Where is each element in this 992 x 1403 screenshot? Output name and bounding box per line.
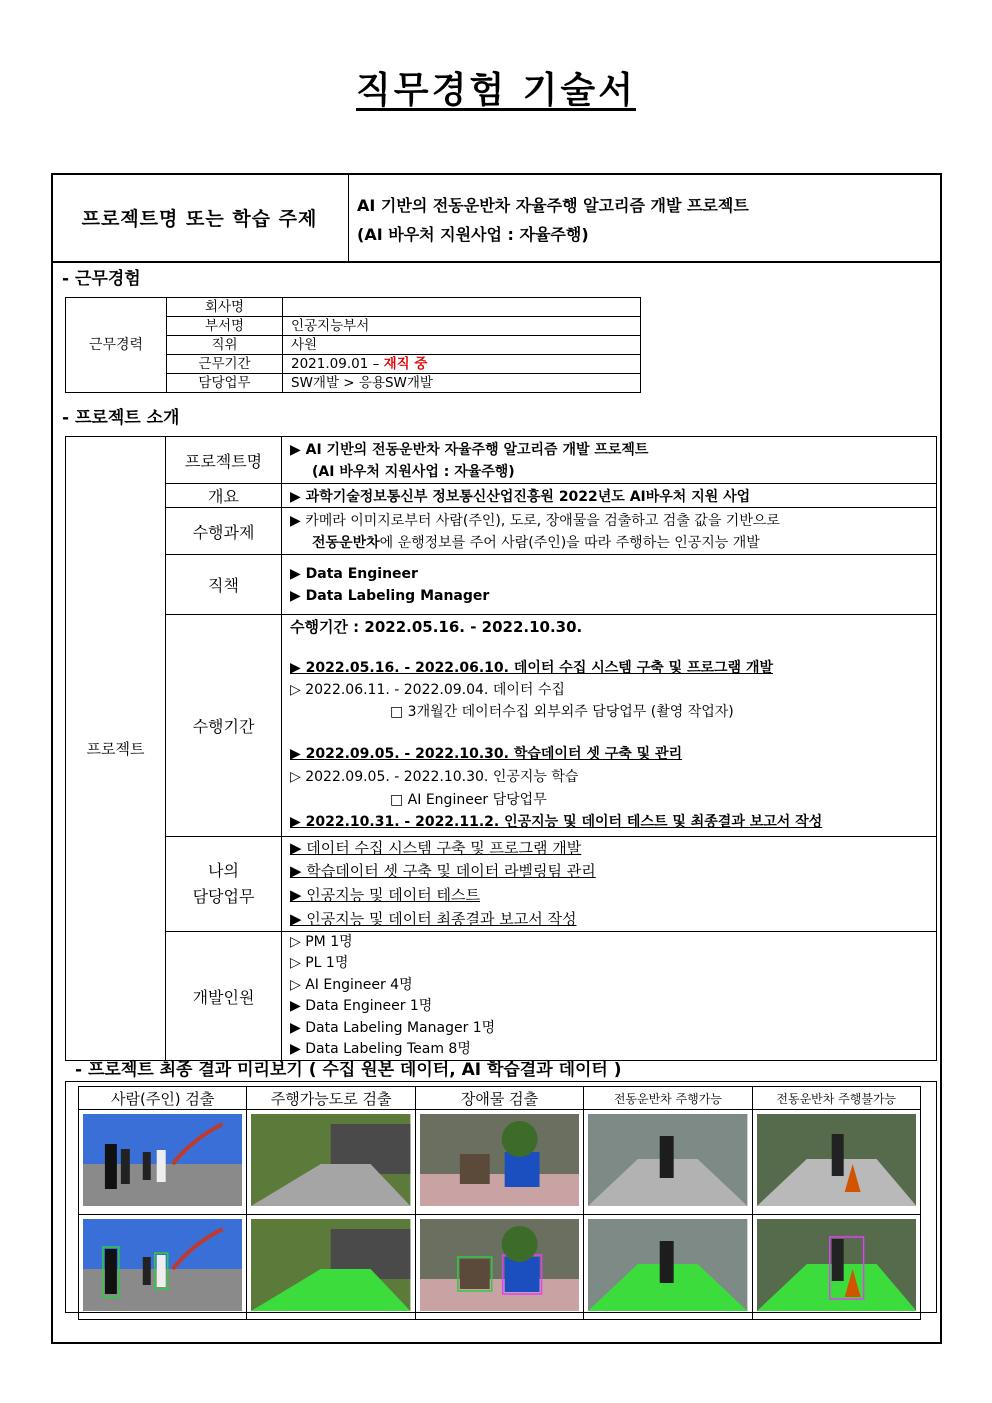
staff-label: 개발인원 — [166, 932, 282, 1061]
work-label-company: 회사명 — [167, 298, 283, 317]
preview-table — [78, 1086, 921, 1320]
photo-drivable-raw — [584, 1110, 752, 1215]
staff-item-6: ▶ Data Labeling Team 8명 — [290, 1041, 471, 1057]
work-value-duty: SW개발 > 응용SW개발 — [283, 374, 641, 393]
photo-not-drivable-result — [752, 1215, 920, 1320]
task-cell — [282, 508, 937, 555]
period-phase-5: ▶ 2022.10.31. - 2022.11.2. 인공지능 및 데이터 테스트 및 최종결과 보고서 작성 — [290, 814, 823, 830]
photo-drivable-result — [584, 1215, 752, 1320]
preview-col-not-drivable: 전동운반차 주행불가능 — [752, 1087, 920, 1110]
period-phase-2: ▷ 2022.06.11. - 2022.09.04. 데이터 수집 — [290, 682, 565, 698]
staff-item-1: ▷ PM 1명 — [290, 934, 353, 950]
work-value-dept: 인공지능부서 — [283, 317, 641, 336]
duty-item-1: ▶ 데이터 수집 시스템 구축 및 프로그램 개발 — [290, 839, 582, 857]
page-title: 직무경험 기술서 — [356, 70, 636, 111]
project-section-title: - 프로젝트 소개 — [62, 408, 180, 428]
work-status-badge: 재직 중 — [383, 356, 428, 372]
work-section-title: - 근무경험 — [62, 269, 141, 289]
role-label: 직책 — [166, 555, 282, 615]
task-text-1: ▶ 카메라 이미지로부터 사람(주인), 도로, 장애물을 검출하고 검출 값을 기반으로 — [290, 513, 780, 529]
staff-item-2: ▷ PL 1명 — [290, 955, 349, 971]
photo-obstacle-result — [415, 1215, 583, 1320]
duty-label-2: 담당업무 — [192, 887, 255, 906]
project-header-name — [357, 191, 749, 249]
work-value-position: 사원 — [283, 336, 641, 355]
period-phase-4: ▷ 2022.09.05. - 2022.10.30. 인공지능 학습 — [290, 769, 579, 785]
duty-label — [166, 837, 282, 932]
preview-col-person: 사람(주인) 검출 — [79, 1087, 247, 1110]
photo-obstacle-raw — [415, 1110, 583, 1215]
work-value-company — [283, 298, 641, 317]
project-header-label: 프로젝트명 또는 학습 주제 — [51, 173, 349, 261]
task-text-2-rest: 에 운행정보를 주어 사람(주인)을 따라 주행하는 인공지능 개발 — [379, 535, 760, 551]
work-label-period: 근무기간 — [167, 355, 283, 374]
period-label: 수행기간 — [166, 615, 282, 837]
duty-item-2: ▶ 학습데이터 셋 구축 및 데이터 라벨링팀 관리 — [290, 862, 596, 880]
staff-item-4: ▶ Data Engineer 1명 — [290, 998, 433, 1014]
preview-section-title: - 프로젝트 최종 결과 미리보기 ( 수집 원본 데이터, AI 학습결과 데이터 ) — [75, 1060, 622, 1080]
photo-road-raw — [247, 1110, 415, 1215]
role-item-1: ▶ Data Engineer — [290, 565, 418, 582]
project-name-text-1: ▶ AI 기반의 전동운반차 자율주행 알고리즘 개발 프로젝트 — [290, 442, 649, 458]
period-phase-1: ▶ 2022.05.16. - 2022.06.10. 데이터 수집 시스템 구축 및 프로그램 개발 — [290, 660, 773, 676]
photo-person-raw — [79, 1110, 247, 1215]
period-phase-4-note: □ AI Engineer 담당업무 — [390, 792, 547, 808]
work-group-label: 근무경력 — [66, 298, 167, 393]
overview-text: ▶ 과학기술정보통신부 정보통신산업진흥원 2022년도 AI바우처 지원 사업 — [282, 484, 937, 508]
preview-col-obstacle: 장애물 검출 — [415, 1087, 583, 1110]
overview-label: 개요 — [166, 484, 282, 508]
staff-item-5: ▶ Data Labeling Manager 1명 — [290, 1020, 496, 1036]
period-cell — [282, 615, 937, 837]
duty-item-4: ▶ 인공지능 및 데이터 최종결과 보고서 작성 — [290, 910, 577, 928]
duty-cell — [282, 837, 937, 932]
project-group-label: 프로젝트 — [66, 437, 166, 1061]
role-cell — [282, 555, 937, 615]
project-header — [51, 173, 942, 263]
project-name-line1: AI 기반의 전동운반차 자율주행 알고리즘 개발 프로젝트 — [357, 196, 749, 215]
project-name-text-2: (AI 바우처 지원사업 : 자율주행) — [312, 464, 515, 480]
preview-col-drivable: 전동운반차 주행가능 — [584, 1087, 752, 1110]
photo-person-result — [79, 1215, 247, 1320]
task-label: 수행과제 — [166, 508, 282, 555]
work-label-position: 직위 — [167, 336, 283, 355]
duty-item-3: ▶ 인공지능 및 데이터 테스트 — [290, 886, 480, 904]
period-phase-3: ▶ 2022.09.05. - 2022.10.30. 학습데이터 셋 구축 및 관리 — [290, 746, 683, 762]
project-name-line2: (AI 바우처 지원사업 : 자율주행) — [357, 225, 589, 244]
work-value-period — [283, 355, 641, 374]
photo-not-drivable-raw — [752, 1110, 920, 1215]
duty-label-1: 나의 — [208, 861, 239, 880]
preview-col-road: 주행가능도로 검출 — [247, 1087, 415, 1110]
period-phase-2-note: □ 3개월간 데이터수집 외부외주 담당업무 (촬영 작업자) — [390, 704, 734, 720]
work-period-start: 2021.09.01 – — [291, 356, 380, 372]
project-name-label: 프로젝트명 — [166, 437, 282, 484]
project-name-cell — [282, 437, 937, 484]
project-table — [65, 436, 937, 1061]
work-table — [65, 297, 641, 393]
role-item-2: ▶ Data Labeling Manager — [290, 587, 490, 604]
work-label-dept: 부서명 — [167, 317, 283, 336]
period-summary: 수행기간 : 2022.05.16. - 2022.10.30. — [290, 618, 583, 636]
photo-road-result — [247, 1215, 415, 1320]
work-label-duty: 담당업무 — [167, 374, 283, 393]
staff-cell — [282, 932, 937, 1061]
staff-item-3: ▷ AI Engineer 4명 — [290, 977, 413, 993]
task-text-2-bold: 전동운반차 — [312, 535, 380, 551]
task-text-2 — [290, 532, 936, 554]
